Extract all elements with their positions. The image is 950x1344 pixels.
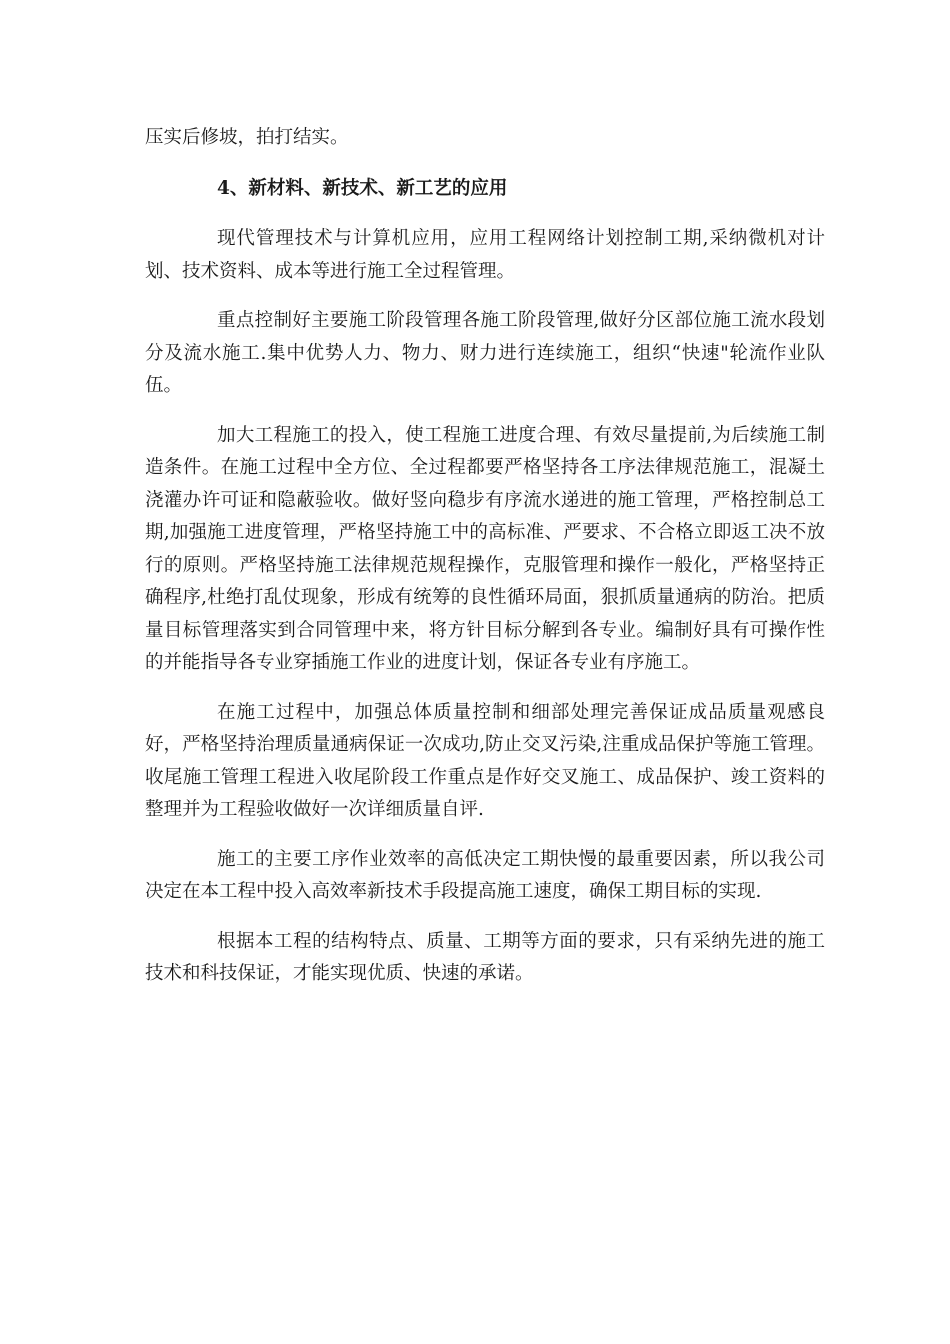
document-body — [145, 122, 825, 1008]
paragraph-2: 重点控制好主要施工阶段管理各施工阶段管理,做好分区部位施工流水段划分及流水施工.集中优势人力、物力、财力进行连续施工，组织“快速"轮流作业队伍。 — [145, 310, 825, 396]
paragraph-1: 现代管理技术与计算机应用，应用工程网络计划控制工期,采纳微机对计划、技术资料、成本等进行施工全过程管理。 — [145, 228, 825, 282]
continuation-text: 压实后修坡，拍打结实。 — [145, 127, 349, 148]
paragraph-5: 施工的主要工序作业效率的高低决定工期快慢的最重要因素，所以我公司决定在本工程中投入高效率新技术手段提高施工速度，确保工期目标的实现. — [145, 848, 825, 902]
paragraph-6: 根据本工程的结构特点、质量、工期等方面的要求，只有采纳先进的施工技术和科技保证，才能实现优质、快速的承诺。 — [145, 930, 825, 984]
paragraph-4: 在施工过程中，加强总体质量控制和细部处理完善保证成品质量观感良好，严格坚持治理质量通病保证一次成功,防止交叉污染,注重成品保护等施工管理。收尾施工管理工程进入收尾阶段工作重点是作好交叉施工、成品保护、竣工资料的整理并为工程验收做好一次详细质量自评. — [145, 701, 825, 820]
paragraph-3: 加大工程施工的投入，使工程施工进度合理、有效尽量提前,为后续施工制造条件。在施工过程中全方位、全过程都要严格坚持各工序法律规范施工，混凝土浇灌办许可证和隐蔽验收。做好竖向稳步有序流水递进的施工管理，严格控制总工期,加强施工进度管理，严格坚持施工中的高标准、严要求、不合格立即返工决不放行的原则。严格坚持施工法律规范规程操作，克服管理和操作一般化，严格坚持正确程序,杜绝打乱仗现象，形成有统筹的良性循环局面，狠抓质量通病的防治。把质量目标管理落实到合同管理中来，将方针目标分解到各专业。编制好具有可操作性的并能指导各专业穿插施工作业的进度计划，保证各专业有序施工。 — [145, 424, 825, 673]
section-heading: 4、新材料、新技术、新工艺的应用 — [217, 177, 508, 199]
